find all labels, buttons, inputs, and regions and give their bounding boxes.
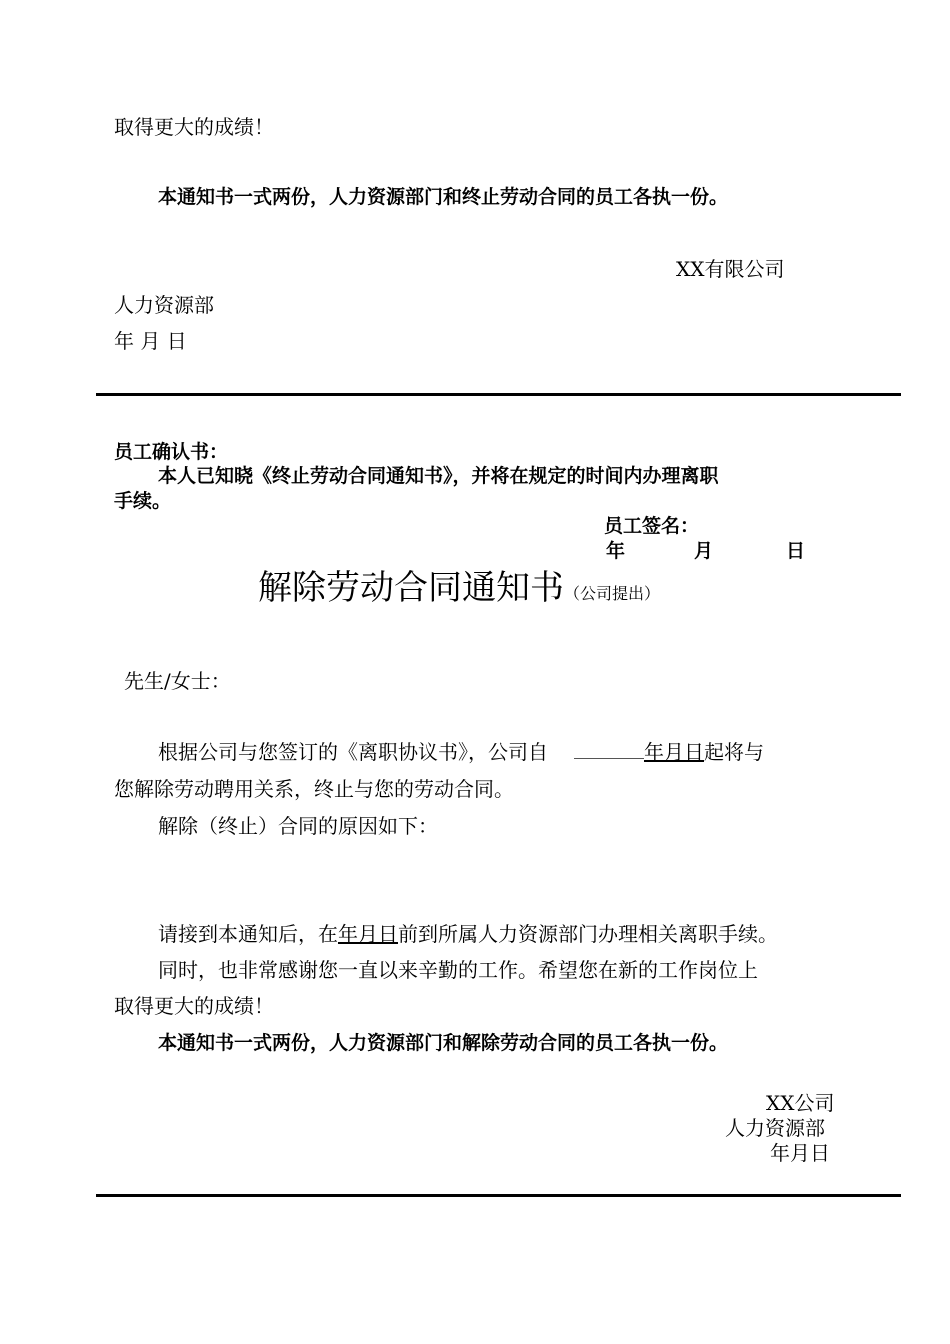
paragraph-3-line1: 同时，也非常感谢您一直以来辛勤的工作。希望您在新的工作岗位上 [158,958,758,982]
section-divider-bottom [96,1194,901,1197]
paragraph-1-line2: 您解除劳动聘用关系，终止与您的劳动合同。 [114,777,514,801]
reason-label: 解除（终止）合同的原因如下： [158,814,438,838]
page-title: 解除劳动合同通知书 [258,568,564,608]
notice-copies-note: 本通知书一式两份，人力资源部门和解除劳动合同的员工各执一份。 [158,1032,729,1054]
notice-title-block [258,566,660,610]
signature-date-year: 年 [606,540,626,562]
employee-signature-label: 员工签名： [604,515,700,537]
paragraph-2 [158,921,778,947]
prev-department: 人力资源部 [114,293,214,317]
signature-date-month: 月 [694,540,714,562]
para2-text-start: 请接到本通知后，在 [158,922,338,946]
para2-text-end: 前到所属人力资源部门办理相关离职手续。 [398,922,778,946]
prev-closing-line: 取得更大的成绩！ [114,115,274,139]
notice-department: 人力资源部 [725,1116,825,1140]
notice-date-label: 年月日 [770,1141,830,1165]
paragraph-1-line1 [158,739,764,765]
confirmation-body-line2: 手续。 [114,490,172,512]
date-blank-underline [574,740,644,759]
confirmation-heading: 员工确认书： [114,441,229,463]
section-divider-top [96,393,901,396]
signature-date-day: 日 [786,540,806,562]
para1-text-end: 起将与 [704,740,764,764]
termination-date: 年月日 [644,740,704,764]
prev-date-label: 年 月 日 [114,329,187,353]
paragraph-3-line2: 取得更大的成绩！ [114,994,274,1018]
prev-copies-note: 本通知书一式两份，人力资源部门和终止劳动合同的员工各执一份。 [158,186,729,208]
confirmation-body-line1: 本人已知晓《终止劳动合同通知书》，并将在规定的时间内办理离职 [158,465,719,487]
handover-date: 年月日 [338,922,398,946]
salutation: 先生/女士： [124,669,231,693]
para1-text-start: 根据公司与您签订的《离职协议书》，公司自 [158,740,548,764]
notice-company-name: XX公司 [766,1091,835,1115]
prev-company-name: XX有限公司 [676,257,785,281]
page-subtitle: （公司提出） [564,584,661,603]
